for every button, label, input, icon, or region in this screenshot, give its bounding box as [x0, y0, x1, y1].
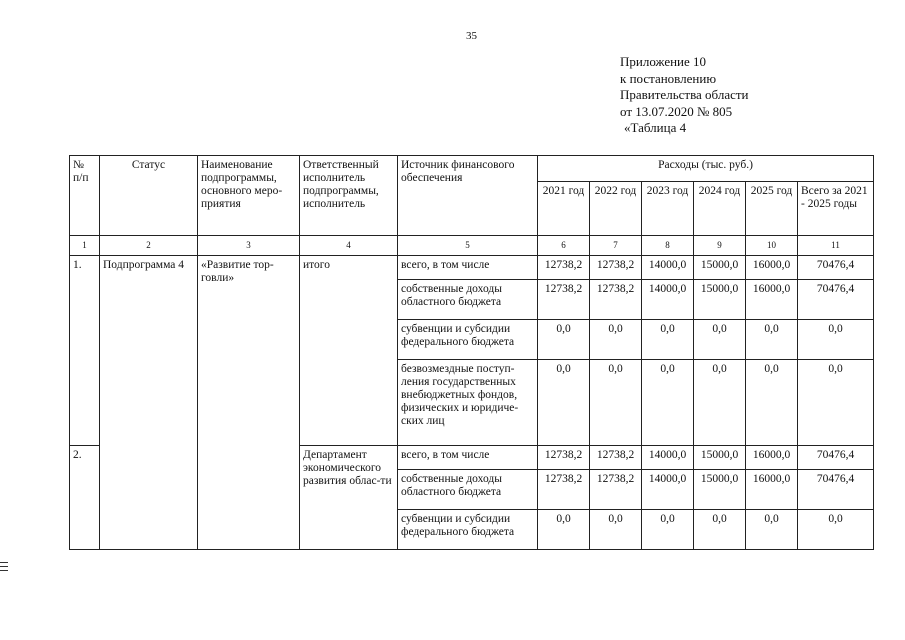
- row-value: 70476,4: [798, 256, 874, 280]
- scan-mark: [0, 562, 8, 563]
- row-name: «Развитие тор-говли»: [198, 256, 300, 550]
- header-year: 2025 год: [746, 182, 798, 236]
- row-num: 1.: [70, 256, 100, 446]
- row-value: 0,0: [538, 360, 590, 446]
- row-value: 16000,0: [746, 280, 798, 320]
- row-value: 0,0: [642, 320, 694, 360]
- row-value: 0,0: [746, 320, 798, 360]
- row-value: 0,0: [642, 510, 694, 550]
- column-index: 11: [798, 236, 874, 256]
- scan-mark: [0, 570, 8, 571]
- header-year: 2024 год: [694, 182, 746, 236]
- column-index: 3: [198, 236, 300, 256]
- row-value: 14000,0: [642, 446, 694, 470]
- scan-edge-marks: [0, 562, 8, 574]
- row-num: 2.: [70, 446, 100, 550]
- column-index: 8: [642, 236, 694, 256]
- row-value: 0,0: [746, 510, 798, 550]
- row-value: 70476,4: [798, 470, 874, 510]
- column-index-row: [70, 236, 874, 256]
- appendix-line: «Таблица 4: [624, 120, 687, 135]
- header-year: 2023 год: [642, 182, 694, 236]
- row-source: собственные доходы областного бюджета: [398, 280, 538, 320]
- row-executor: Департамент экономического развития облас-ти: [300, 446, 398, 550]
- row-executor: итого: [300, 256, 398, 446]
- header-executor: Ответственный исполнитель подпрограммы, исполнитель: [300, 156, 398, 236]
- appendix-heading: [620, 54, 749, 137]
- row-source: собственные доходы областного бюджета: [398, 470, 538, 510]
- header-name: Наименование подпрограммы, основного меро-приятия: [198, 156, 300, 236]
- row-source: субвенции и субсидии федерального бюджета: [398, 320, 538, 360]
- row-value: 0,0: [590, 320, 642, 360]
- row-value: 0,0: [590, 360, 642, 446]
- appendix-line: от 13.07.2020 № 805: [620, 103, 733, 119]
- row-value: 0,0: [746, 360, 798, 446]
- row-source: всего, в том числе: [398, 256, 538, 280]
- table-row: [70, 256, 874, 280]
- header-year: 2022 год: [590, 182, 642, 236]
- scan-mark: [0, 566, 8, 567]
- row-source: безвозмездные поступ-ления государственных внебюджетных фондов, физических и юридиче-ских лиц: [398, 360, 538, 446]
- row-value: 15000,0: [694, 446, 746, 470]
- appendix-line: Правительства области: [620, 87, 749, 102]
- row-value: 0,0: [538, 510, 590, 550]
- row-source: всего, в том числе: [398, 446, 538, 470]
- column-index: 5: [398, 236, 538, 256]
- row-value: 12738,2: [538, 446, 590, 470]
- header-source: Источник финансового обеспечения: [398, 156, 538, 236]
- row-value: 12738,2: [538, 256, 590, 280]
- row-value: 15000,0: [694, 280, 746, 320]
- header-year: 2021 год: [538, 182, 590, 236]
- row-value: 14000,0: [642, 470, 694, 510]
- row-value: 14000,0: [642, 256, 694, 280]
- header-expenses: Расходы (тыс. руб.): [538, 156, 874, 182]
- row-value: 15000,0: [694, 470, 746, 510]
- column-index: 2: [100, 236, 198, 256]
- appendix-line: Приложение 10: [620, 54, 707, 69]
- row-value: 16000,0: [746, 256, 798, 280]
- row-value: 0,0: [642, 360, 694, 446]
- finance-table: [69, 155, 874, 550]
- row-value: 0,0: [798, 360, 874, 446]
- row-value: 14000,0: [642, 280, 694, 320]
- header-num: № п/п: [70, 156, 100, 236]
- column-index: 10: [746, 236, 798, 256]
- header-status: Статус: [100, 156, 198, 236]
- row-value: 0,0: [694, 510, 746, 550]
- row-value: 12738,2: [538, 280, 590, 320]
- row-value: 12738,2: [590, 470, 642, 510]
- header-row: [70, 156, 874, 182]
- row-status: Подпрограмма 4: [100, 256, 198, 550]
- column-index: 6: [538, 236, 590, 256]
- row-value: 0,0: [694, 320, 746, 360]
- column-index: 9: [694, 236, 746, 256]
- row-value: 16000,0: [746, 446, 798, 470]
- row-value: 70476,4: [798, 446, 874, 470]
- row-value: 12738,2: [590, 256, 642, 280]
- appendix-line: к постановлению: [620, 70, 717, 86]
- column-index: 7: [590, 236, 642, 256]
- row-value: 12738,2: [590, 280, 642, 320]
- row-value: 0,0: [694, 360, 746, 446]
- row-value: 0,0: [798, 510, 874, 550]
- page-number: 35: [466, 30, 477, 42]
- row-value: 0,0: [798, 320, 874, 360]
- row-value: 70476,4: [798, 280, 874, 320]
- row-value: 12738,2: [538, 470, 590, 510]
- header-total: Всего за 2021 - 2025 годы: [798, 182, 874, 236]
- row-source: субвенции и субсидии федерального бюджета: [398, 510, 538, 550]
- column-index: 4: [300, 236, 398, 256]
- row-value: 16000,0: [746, 470, 798, 510]
- column-index: 1: [70, 236, 100, 256]
- row-value: 0,0: [590, 510, 642, 550]
- row-value: 15000,0: [694, 256, 746, 280]
- row-value: 12738,2: [590, 446, 642, 470]
- row-value: 0,0: [538, 320, 590, 360]
